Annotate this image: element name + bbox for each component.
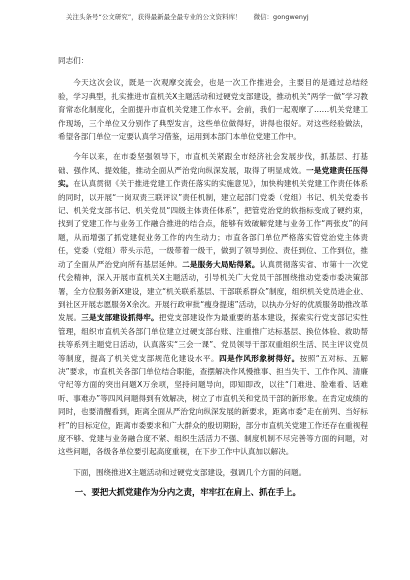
- achievements-intro: 今年以来，在市委坚强领导下，市直机关紧跟全市经济社会发展步伐，抓基层、打基础、强作风、提效能，推动全面从严治党向纵深发展，取得了明显成效。: [58, 152, 368, 175]
- document-body: [58, 54, 368, 500]
- salutation: 同志们：: [58, 56, 89, 65]
- paragraph-achievements: [58, 150, 368, 458]
- paragraph-opening: 今天这次会议，既是一次观摩交流会，也是一次工作推进会，主要目的是通过总结经验，学习典型，扎实推进市直机关X主题活动和过硬党支部建设，推动机关“两学一做”学习教育常态化制度化，全面提升市直机关党建工作水平。会前，我们一起观摩了……机关党建工作现场，三个单位又分别作了典型发言，这些单位做得好，讲得也很好。对这些经验做法，希望各部门单位一定要认真学习借鉴，运用到本部门本单位党建工作中。: [58, 78, 368, 142]
- service-text: 认真贯彻落实省、市第十一次党代会精神，深入开展市直机关X主题活动，引导机关广大党员干部围绕推动党委市委决策部署，全方位服务新X建设，建立“机关联系基层、干部联系群众”制度，组织机关党员进企业、到社区开展志愿服务X余次。开展行政审批“瘦身提速”活动，以执办分好的优质服务助推改革发展。: [58, 259, 369, 323]
- paragraph-transition: 下面，围绕推进X主题活动和过硬党支部建设，强调几个方面的问题。: [73, 467, 307, 477]
- section-heading-1: 一、要把大抓党建作为分内之责，牢牢扛在肩上、抓在手上。: [74, 487, 301, 498]
- highlight-service: 二是服务大局贴得紧。: [182, 259, 260, 269]
- highlight-work-style: 四是作风形象树得好。: [219, 353, 300, 363]
- work-style-text: 按照“五对标、五解决”要求，市直机关各部门单位结合职能，查摆解决作风慢推事、担当失干、工作作风、清廉守纪等方面的突出问题X万余项，坚持问题导向，即知即改，以往“门难进、脸难看、话难听、事难办”等四风问题得到有效解决，树立了市直机关和党员干部的新形象。在肯定成绩的同时，也要清醒看到，距离全面从严治党向纵深发展的新要求，距离市委“走在前列、当好标杆”的目标定位，距离市委要求和广大群众的殷切期盼，部分市直机关党建工作还存在重视程度不够、党建与业务融合度不紧、组织生活活力不强、制度机制不尽完善等方面的问题，对这些问题，各级各单位要引起高度重视，在下步工作中认真加以解决。: [58, 353, 369, 457]
- header-wechat-id: 微信：gongwenyj: [253, 13, 309, 21]
- highlight-branch-building: 三是支部建设抓得牢。: [81, 313, 159, 323]
- branch-building-text: 把党支部建设作为最重要的基本建设，探索实行党支部记实性管理，组织市直机关各部门单位建立过硬支部台账、注重推广达标基层、换位体验、救助帮扶等系列主题党日活动，认真落实“三会一课”、党员领导干部双重组织生活、民主评议党员等制度，提高了机关党支部规范化建设水平。: [58, 313, 369, 363]
- highlight-responsibility: 一是党建责任压得实。: [58, 165, 368, 189]
- header-promo-text: 关注头条号“公文研究”，获得最新最全最专业的公文资料库！: [66, 13, 242, 21]
- page-header: [66, 10, 366, 24]
- responsibility-text: 在认真贯彻《关于推进党建工作责任落实的实施意见》，加快构建机关党建工作责任体系的同时，以开展“一岗双责三联评议”责任机制，建立起部门党委（党组）书记、机关党委书记、机关党支部书记、机关党员“四级主体责任体系”，把管党治党的软指标变成了硬约束，找到了党建工作与业务工作融合推进的结合点，能够有效破解党建与业务工作“两张皮”的问题，从而增强了抓党建促业务工作的内生动力；市直各部门单位严格落实管党治党主体责任，党委（党组）带头示范，一级带着一级干，做到了领导到位、责任到位、工作到位，推动了全面从严治党向所有基层延伸。: [58, 179, 368, 269]
